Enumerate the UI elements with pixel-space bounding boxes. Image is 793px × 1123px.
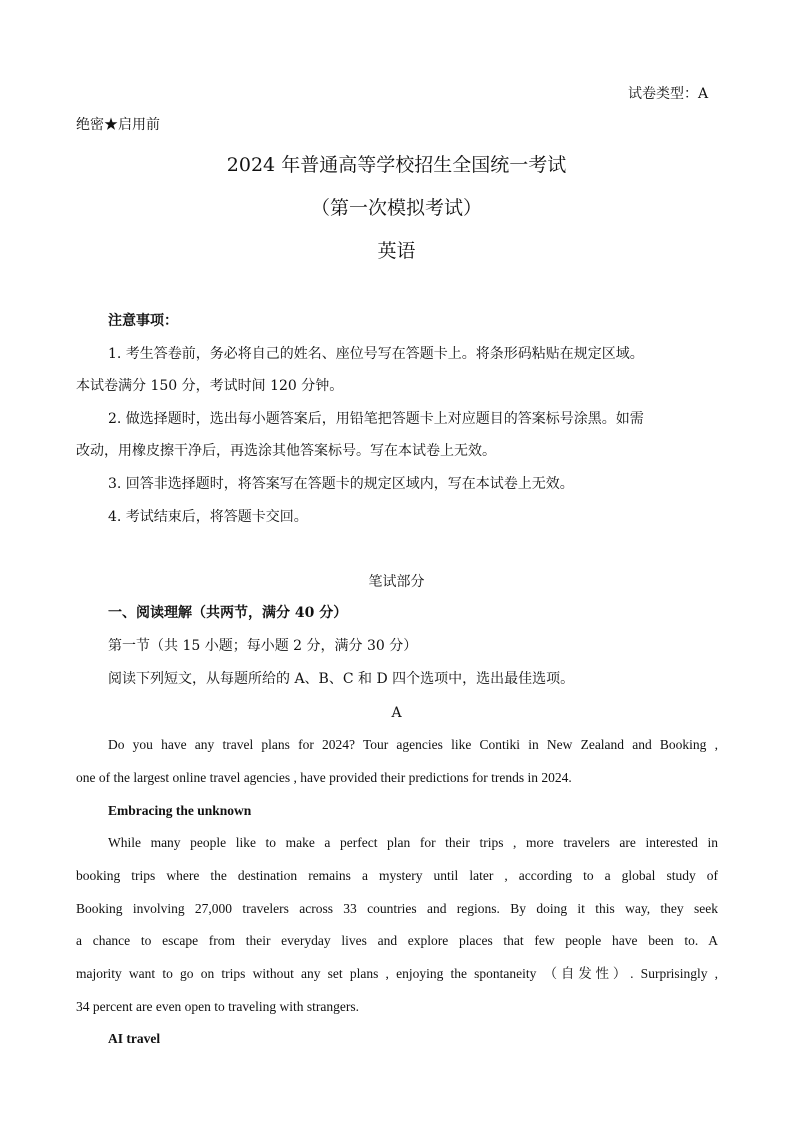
- subject-title: 英语: [377, 240, 416, 262]
- paper-type: 试卷类型：A: [628, 86, 709, 102]
- section-heading: Embracing the unknown: [108, 803, 252, 818]
- passage-line: booking trips where the destination remains a mystery until later , according to a global study of: [76, 868, 718, 883]
- written-part-label: 笔试部分: [368, 574, 425, 590]
- passage-line: Do you have any travel plans for 2024? Tour agencies like Contiki in New Zealand and Booking ,: [108, 737, 718, 752]
- main-title: 2024 年普通高等学校招生全国统一考试: [226, 154, 567, 176]
- passage-line: While many people like to make a perfect plan for their trips , more travelers are interested in: [108, 835, 718, 850]
- notice-line: 2. 做选择题时，选出每小题答案后，用铅笔把答题卡上对应题目的答案标号涂黑。如需: [108, 411, 644, 427]
- notice-line: 本试卷满分 150 分，考试时间 120 分钟。: [76, 378, 344, 394]
- passage-line: one of the largest online travel agencies , have provided their predictions for trends in 2024.: [76, 770, 572, 785]
- passage-line: a chance to escape from their everyday lives and explore places that few people have been to. A: [76, 933, 718, 948]
- notice-line: 4. 考试结束后，将答题卡交回。: [108, 509, 308, 525]
- passage-label: A: [391, 705, 402, 721]
- section-heading: AI travel: [108, 1031, 161, 1046]
- notice-line: 改动，用橡皮擦干净后，再选涂其他答案标号。写在本试卷上无效。: [76, 443, 496, 459]
- reading-instruction: 阅读下列短文，从每题所给的 A、B、C 和 D 四个选项中，选出最佳选项。: [108, 671, 575, 687]
- notice-line: 1. 考生答卷前，务必将自己的姓名、座位号写在答题卡上。将条形码粘贴在规定区域。: [108, 346, 644, 362]
- part1-title: 一、阅读理解（共两节，满分 40 分）: [108, 605, 348, 621]
- secret-label: 绝密★启用前: [76, 117, 160, 133]
- passage-line: 34 percent are even open to traveling with strangers.: [76, 999, 360, 1014]
- notice-line: 3. 回答非选择题时，将答案写在答题卡的规定区域内，写在本试卷上无效。: [108, 476, 574, 492]
- sub-title: （第一次模拟考试）: [310, 197, 482, 219]
- subsection1-title: 第一节（共 15 小题；每小题 2 分，满分 30 分）: [108, 638, 418, 654]
- passage-line: majority want to go on trips without any set plans , enjoying the spontaneity （自发性）. Surprisingly ,: [76, 966, 718, 981]
- passage-line: Booking involving 27,000 travelers across 33 countries and regions. By doing it this way, they seek: [76, 901, 718, 916]
- notice-heading: 注意事项：: [108, 313, 178, 329]
